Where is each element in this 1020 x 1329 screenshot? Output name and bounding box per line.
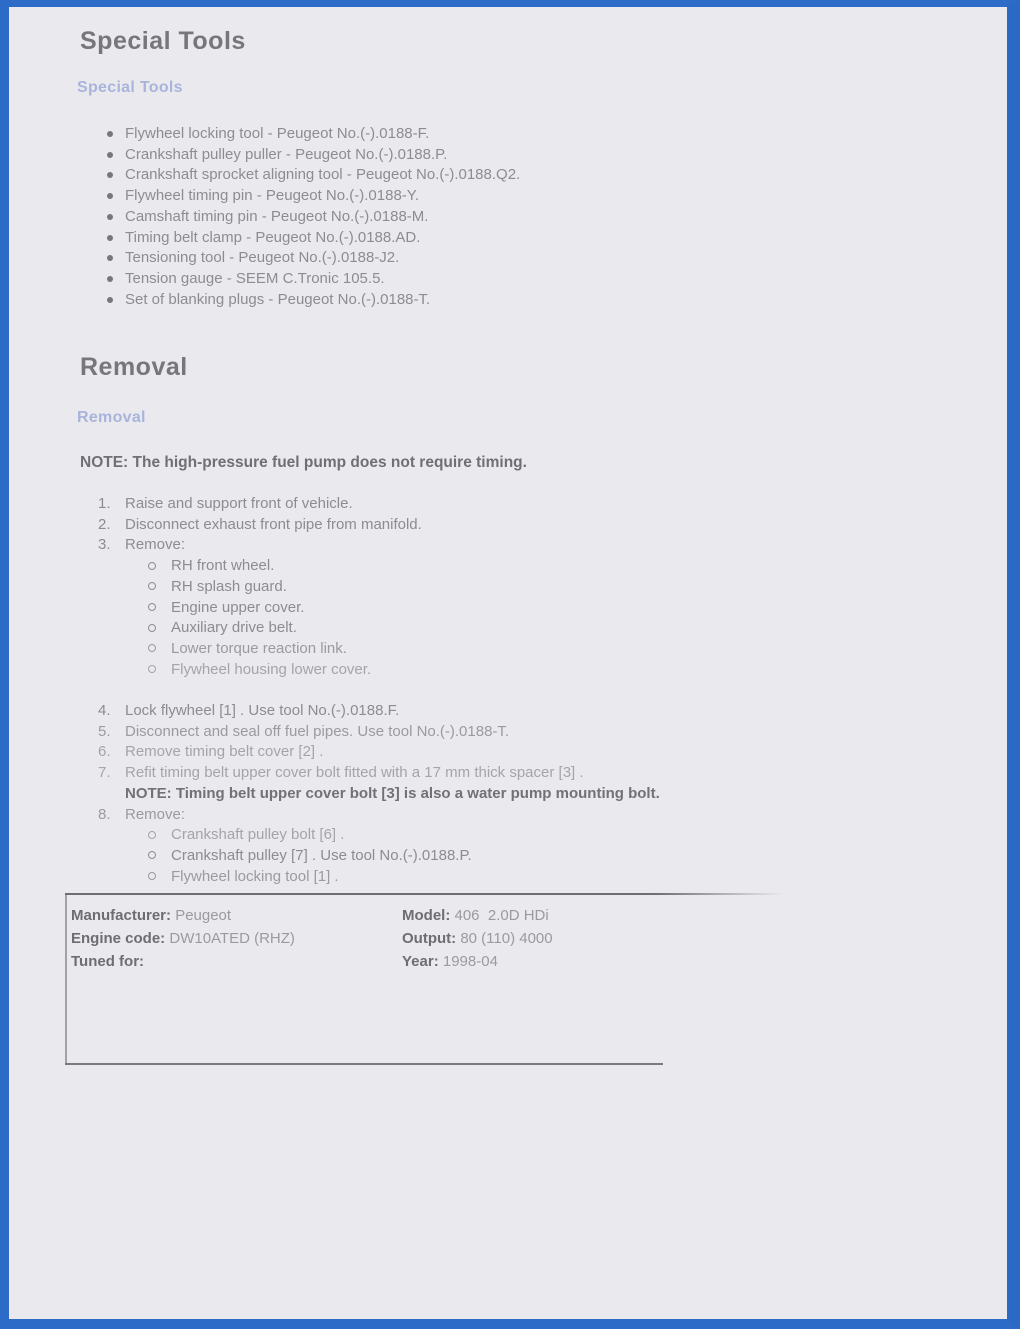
bullet-icon — [107, 235, 113, 241]
output-label: Output: — [402, 930, 457, 948]
sub-item-text: Lower torque reaction link. — [171, 639, 347, 657]
info-box-right-column — [402, 904, 732, 974]
sub-item — [80, 660, 660, 681]
special-tools-subheading: Special Tools — [77, 79, 183, 96]
sub-item — [80, 577, 660, 598]
list-gap — [80, 680, 660, 701]
tool-text: Tensioning tool - Peugeot No.(-).0188-J2. — [125, 249, 400, 267]
vehicle-info-box — [65, 893, 785, 1067]
info-row — [402, 927, 732, 950]
tool-text: Camshaft timing pin - Peugeot No.(-).0188-M. — [125, 207, 429, 225]
step-text: Disconnect exhaust front pipe from manifold. — [125, 515, 422, 533]
sub-item-text: Flywheel locking tool [1] . — [171, 867, 339, 885]
output-value: 80 (110) 4000 — [460, 930, 553, 948]
step-number: 6. — [98, 743, 111, 761]
circle-bullet-icon — [148, 665, 156, 673]
special-tools-list — [80, 124, 520, 310]
manufacturer-label: Manufacturer: — [71, 907, 172, 924]
circle-bullet-icon — [148, 851, 156, 859]
circle-bullet-icon — [148, 831, 156, 839]
circle-bullet-icon — [148, 582, 156, 590]
step-number: 2. — [98, 515, 111, 533]
sub-item — [80, 639, 660, 660]
circle-bullet-icon — [148, 624, 156, 632]
list-item — [80, 145, 520, 166]
sub-item-text: RH splash guard. — [171, 577, 287, 595]
manufacturer-value: Peugeot — [175, 907, 232, 924]
model-label: Model: — [402, 907, 451, 924]
step-row — [80, 763, 660, 784]
tool-text: Flywheel locking tool - Peugeot No.(-).0188-F. — [125, 125, 430, 142]
info-row — [71, 927, 391, 950]
step-text: Raise and support front of vehicle. — [125, 495, 353, 512]
removal-heading: Removal — [80, 353, 188, 381]
step-inline-note: NOTE: Timing belt upper cover bolt [3] is also a water pump mounting bolt. — [125, 784, 660, 802]
step-row — [80, 722, 660, 743]
step-row — [80, 535, 660, 556]
sub-item-text: Crankshaft pulley [7] . Use tool No.(-).0188.P. — [171, 846, 472, 864]
tool-text: Tension gauge - SEEM C.Tronic 105.5. — [125, 269, 385, 287]
special-tools-heading: Special Tools — [80, 27, 246, 55]
info-row — [71, 904, 391, 927]
engine-code-label: Engine code: — [71, 930, 166, 948]
bullet-icon — [107, 172, 113, 178]
bullet-icon — [107, 152, 113, 158]
sub-item-text: Engine upper cover. — [171, 598, 305, 616]
step-number: 8. — [98, 805, 111, 823]
removal-subheading: Removal — [77, 409, 146, 426]
sub-item-text: Crankshaft pulley bolt [6] . — [171, 826, 345, 844]
sub-item — [80, 867, 660, 888]
circle-bullet-icon — [148, 872, 156, 880]
step-text: Lock flywheel [1] . Use tool No.(-).0188.F. — [125, 702, 400, 720]
removal-steps-list — [80, 494, 660, 887]
circle-bullet-icon — [148, 603, 156, 611]
sub-item — [80, 846, 660, 867]
list-item — [80, 207, 520, 228]
tuned-for-label: Tuned for: — [71, 953, 145, 971]
step-number: 7. — [98, 764, 111, 782]
year-value: 1998-04 — [442, 953, 498, 971]
tool-text: Timing belt clamp - Peugeot No.(-).0188.AD. — [125, 228, 421, 246]
step-text: Refit timing belt upper cover bolt fitted with a 17 mm thick spacer [3] . — [125, 764, 584, 782]
info-row — [402, 904, 732, 927]
step-number: 4. — [98, 702, 111, 720]
step-number: 1. — [98, 495, 111, 512]
list-item — [80, 124, 520, 145]
info-box-left-column — [71, 904, 391, 974]
tool-text: Crankshaft pulley puller - Peugeot No.(-).0188.P. — [125, 145, 448, 163]
sub-item — [80, 556, 660, 577]
list-item — [80, 290, 520, 311]
step-row — [80, 805, 660, 826]
info-row — [71, 950, 391, 973]
step-text: Remove: — [125, 805, 186, 823]
list-item — [80, 269, 520, 290]
list-item — [80, 228, 520, 249]
info-box-top-border — [65, 893, 783, 895]
list-item — [80, 186, 520, 207]
bullet-icon — [107, 276, 113, 282]
bullet-icon — [107, 131, 113, 137]
tool-text: Crankshaft sprocket aligning tool - Peugeot No.(-).0188.Q2. — [125, 166, 521, 184]
bullet-icon — [107, 214, 113, 220]
engine-code-value: DW10ATED (RHZ) — [169, 930, 295, 948]
sub-item-text: Auxiliary drive belt. — [171, 619, 297, 637]
info-box-left-border — [65, 895, 67, 1063]
removal-note: NOTE: The high-pressure fuel pump does not require timing. — [80, 454, 527, 471]
tool-text: Flywheel timing pin - Peugeot No.(-).0188-Y. — [125, 187, 420, 205]
sub-item — [80, 825, 660, 846]
step-number: 5. — [98, 722, 111, 740]
step-text: Remove: — [125, 536, 186, 554]
step-number: 3. — [98, 536, 111, 554]
info-box-bottom-border — [65, 1063, 663, 1065]
step-row — [80, 742, 660, 763]
sub-item — [80, 618, 660, 639]
step-row — [80, 494, 660, 515]
circle-bullet-icon — [148, 562, 156, 570]
step-row — [80, 701, 660, 722]
tool-text: Set of blanking plugs - Peugeot No.(-).0188-T. — [125, 290, 431, 308]
bullet-icon — [107, 297, 113, 303]
sub-item — [80, 598, 660, 619]
list-item — [80, 165, 520, 186]
step-text: Disconnect and seal off fuel pipes. Use tool No.(-).0188-T. — [125, 722, 510, 740]
sub-item-text: Flywheel housing lower cover. — [171, 660, 372, 678]
year-label: Year: — [402, 953, 439, 971]
list-item — [80, 248, 520, 269]
model-value: 406 2.0D HDi — [454, 907, 549, 924]
info-row — [402, 950, 732, 973]
bullet-icon — [107, 193, 113, 199]
bullet-icon — [107, 255, 113, 261]
step-row — [80, 515, 660, 536]
step-text: Remove timing belt cover [2] . — [125, 743, 324, 761]
circle-bullet-icon — [148, 644, 156, 652]
sub-item-text: RH front wheel. — [171, 557, 275, 575]
